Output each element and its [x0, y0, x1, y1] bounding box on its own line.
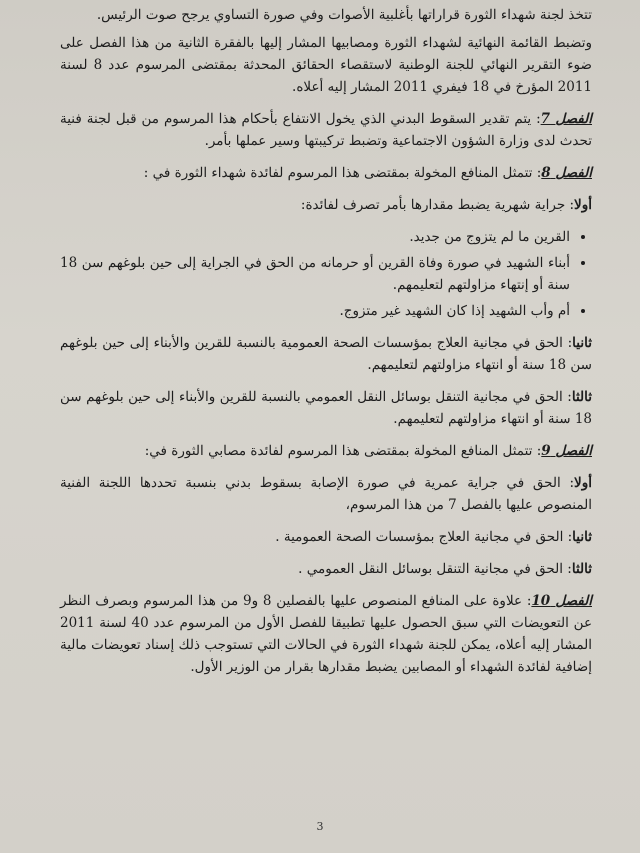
beneficiaries-list — [60, 226, 592, 322]
chapter-8-second-label: ثانيا — [572, 335, 592, 351]
chapter-9-first-label: أولا — [574, 475, 592, 491]
chapter-9-third — [60, 558, 592, 580]
chapter-9-second — [60, 526, 592, 548]
chapter-8-first — [60, 194, 592, 216]
chapter-9-first-text: : الحق في جراية عمرية في صورة الإصابة بسقوط بدني بنسبة تحددها اللجنة الفنية المنصوص عليها بالفصل 7 من هذا المرسوم، — [60, 475, 592, 513]
chapter-9-text: : تتمثل المنافع المخولة بمقتضى هذا المرسوم لفائدة مصابي الثورة في: — [144, 443, 542, 459]
chapter-8-third — [60, 386, 592, 430]
chapter-7-heading: الفصل 7 — [540, 111, 592, 127]
chapter-9-third-label: ثالثا — [571, 561, 592, 577]
page-number: 3 — [316, 820, 324, 833]
chapter-8-third-text: : الحق في مجانية التنقل بوسائل النقل العمومي بالنسبة للقرين والأبناء إلى حين بلوغهم سن 18 سنة أو انتهاء مزاولتهم لتعليمهم. — [60, 389, 592, 427]
paragraph-committee-decisions: تتخذ لجنة شهداء الثورة قراراتها بأغلبية الأصوات وفي صورة التساوي يرجح صوت الرئيس. — [96, 7, 592, 23]
chapter-7 — [60, 108, 592, 152]
list-item: • أبناء الشهيد في صورة وفاة القرين أو حرمانه من الحق في الجراية إلى حين بلوغهم سن 18 سنة أو إنتهاء مزاولتهم لتعليمهم. — [60, 252, 570, 296]
chapter-8-second — [60, 332, 592, 376]
list-item: • القرين ما لم يتزوج من جديد. — [60, 226, 570, 248]
chapter-9-second-text: : الحق في مجانية العلاج بمؤسسات الصحة العمومية . — [275, 529, 573, 545]
chapter-9-heading: الفصل 9 — [541, 443, 592, 459]
document-body — [60, 4, 592, 688]
chapter-9-second-label: ثانيا — [572, 529, 592, 545]
chapter-9 — [60, 440, 592, 462]
paragraph-final-list: وتضبط القائمة النهائية لشهداء الثورة ومصابيها المشار إليها بالفقرة الثانية من هذا الفصل على ضوء التقرير النهائي للجنة الوطنية لاستقصاء الحقائق المحدثة بمقتضى المرسوم عدد 8 لسنة 2011 المؤرخ في 18 فيفري 2011 المشار إليه أعلاه. — [60, 35, 592, 95]
chapter-8-text: : تتمثل المنافع المخولة بمقتضى هذا المرسوم لفائدة شهداء الثورة في : — [143, 165, 542, 181]
chapter-9-third-text: : الحق في مجانية التنقل بوسائل النقل العمومي . — [298, 561, 572, 577]
chapter-8 — [60, 162, 592, 184]
chapter-8-first-label: أولا — [574, 197, 592, 213]
chapter-8-third-label: ثالثا — [571, 389, 592, 405]
chapter-10-text: : علاوة على المنافع المنصوص عليها بالفصلين 8 و9 من هذا المرسوم وبصرف النظر عن التعويضات التي سبق الحصول عليها تطبيقا للفصل الأول من المرسوم عدد 40 لسنة 2011 المشار إليه أعلاه، يمكن للجنة شهداء الثورة في الحالات التي تستوجب ذلك إسناد تعويضات مالية إضافية لفائدة الشهداء أو المصابين يضبط مقدارها بقرار من الوزير الأول. — [60, 593, 592, 675]
chapter-10-heading: الفصل 10 — [531, 593, 592, 609]
chapter-7-text: : يتم تقدير السقوط البدني الذي يخول الانتفاع بأحكام هذا المرسوم من قبل لجنة فنية تحدث لدى وزارة الشؤون الاجتماعية وتضبط تركيبتها وسير عملها بأمر. — [60, 111, 592, 149]
chapter-8-heading: الفصل 8 — [541, 165, 592, 181]
chapter-8-first-text: : جراية شهرية يضبط مقدارها بأمر تصرف لفائدة: — [300, 197, 575, 213]
chapter-8-second-text: : الحق في مجانية العلاج بمؤسسات الصحة العمومية بالنسبة للقرين والأبناء إلى حين بلوغهم سن 18 سنة أو انتهاء مزاولتهم لتعليمهم. — [60, 335, 592, 373]
list-item: • أم وأب الشهيد إذا كان الشهيد غير متزوج. — [60, 300, 570, 322]
chapter-9-first — [60, 472, 592, 516]
chapter-10 — [60, 590, 592, 678]
